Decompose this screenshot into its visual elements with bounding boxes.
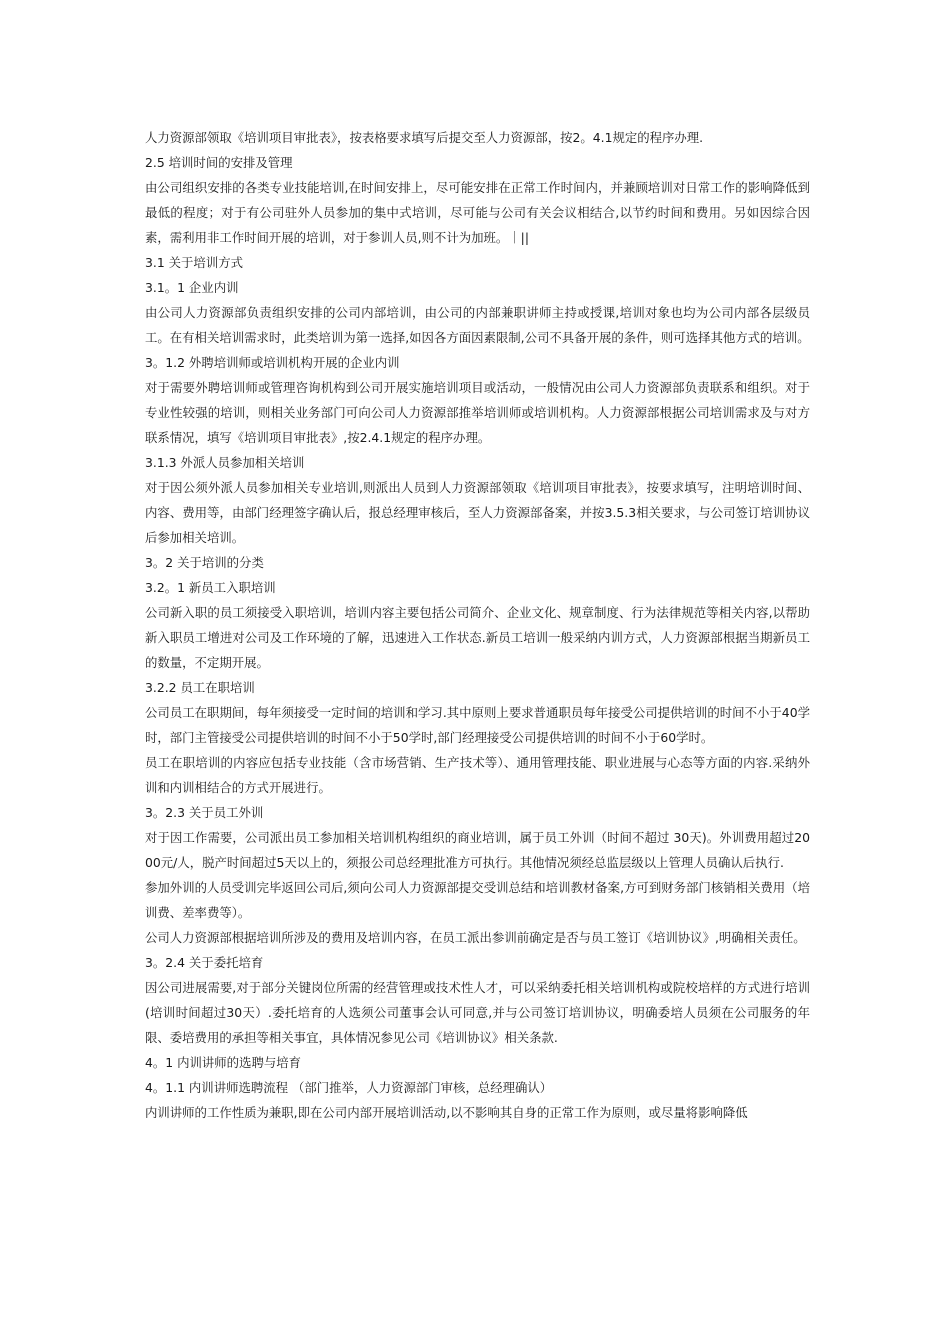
section-heading: 3.1。1 企业内训 bbox=[145, 280, 239, 295]
section-heading: 3.1.3 外派人员参加相关培训 bbox=[145, 455, 305, 470]
paragraph: 对于因工作需要，公司派出员工参加相关培训机构组织的商业培训，属于员工外训（时间不超过 30天)。外训费用超过2000元/人，脱产时间超过5天以上的，须报公司总经理批准方可执行。其他情况须经总监层级以上管理人员确认后执行. bbox=[145, 830, 810, 870]
paragraph: 公司新入职的员工须接受入职培训，培训内容主要包括公司简介、企业文化、规章制度、行为法律规范等相关内容,以帮助新入职员工增进对公司及工作环境的了解，迅速进入工作状态.新员工培训一般采纳内训方式，人力资源部根据当期新员工的数量，不定期开展。 bbox=[145, 605, 810, 670]
paragraph: 公司员工在职期间，每年须接受一定时间的培训和学习.其中原则上要求普通职员每年接受公司提供培训的时间不小于40学时，部门主管接受公司提供培训的时间不小于50学时,部门经理接受公司提供培训的时间不小于60学时。 bbox=[145, 705, 810, 745]
paragraph: 参加外训的人员受训完毕返回公司后,须向公司人力资源部提交受训总结和培训教材备案,方可到财务部门核销相关费用（培训费、差率费等）。 bbox=[145, 880, 810, 920]
section-heading: 3。2.4 关于委托培育 bbox=[145, 955, 264, 970]
paragraph: 人力资源部领取《培训项目审批表》，按表格要求填写后提交至人力资源部，按2。4.1规定的程序办理. bbox=[145, 130, 704, 145]
paragraph: 员工在职培训的内容应包括专业技能（含市场营销、生产技术等）、通用管理技能、职业进展与心态等方面的内容.采纳外训和内训相结合的方式开展进行。 bbox=[145, 755, 810, 795]
section-heading: 3.1 关于培训方式 bbox=[145, 255, 243, 270]
section-heading: 4。1 内训讲师的选聘与培育 bbox=[145, 1055, 302, 1070]
paragraph: 由公司人力资源部负责组织安排的公司内部培训，由公司的内部兼职讲师主持或授课,培训对象也均为公司内部各层级员工。在有相关培训需求时，此类培训为第一选择,如因各方面因素限制,公司不具备开展的条件，则可选择其他方式的培训。 bbox=[145, 305, 810, 345]
section-heading: 3。1.2 外聘培训师或培训机构开展的企业内训 bbox=[145, 355, 400, 370]
section-heading: 3.2。1 新员工入职培训 bbox=[145, 580, 276, 595]
section-heading: 3.2.2 员工在职培训 bbox=[145, 680, 255, 695]
paragraph: 对于需要外聘培训师或管理咨询机构到公司开展实施培训项目或活动，一般情况由公司人力资源部负责联系和组织。对于专业性较强的培训，则相关业务部门可向公司人力资源部推举培训师或培训机构。人力资源部根据公司培训需求及与对方联系情况，填写《培训项目审批表》,按2.4.1规定的程序办理。 bbox=[145, 380, 810, 445]
section-heading: 3。2 关于培训的分类 bbox=[145, 555, 264, 570]
paragraph: 由公司组织安排的各类专业技能培训,在时间安排上，尽可能安排在正常工作时间内，并兼顾培训对日常工作的影响降低到最低的程度；对于有公司驻外人员参加的集中式培训，尽可能与公司有关会议相结合,以节约时间和费用。另如因综合因素，需利用非工作时间开展的培训，对于参训人员,则不计为加班。｜|| bbox=[145, 180, 810, 245]
document-body bbox=[145, 125, 810, 1125]
paragraph: 公司人力资源部根据培训所涉及的费用及培训内容，在员工派出参训前确定是否与员工签订《培训协议》,明确相关责任。 bbox=[145, 930, 806, 945]
paragraph: 对于因公须外派人员参加相关专业培训,则派出人员到人力资源部领取《培训项目审批表》，按要求填写，注明培训时间、内容、费用等，由部门经理签字确认后，报总经理审核后，至人力资源部备案，并按3.5.3相关要求，与公司签订培训协议后参加相关培训。 bbox=[145, 480, 810, 545]
section-heading: 4。1.1 内训讲师选聘流程 （部门推举，人力资源部门审核，总经理确认） bbox=[145, 1080, 553, 1095]
section-heading: 3。2.3 关于员工外训 bbox=[145, 805, 264, 820]
paragraph: 内训讲师的工作性质为兼职,即在公司内部开展培训活动,以不影响其自身的正常工作为原则，或尽量将影响降低 bbox=[145, 1105, 748, 1120]
paragraph: 因公司进展需要,对于部分关键岗位所需的经营管理或技术性人才，可以采纳委托相关培训机构或院校培样的方式进行培训(培训时间超过30天）.委托培育的人选须公司董事会认可同意,并与公司签订培训协议，明确委培人员须在公司服务的年限、委培费用的承担等相关事宜，具体情况参见公司《培训协议》相关条款. bbox=[145, 980, 810, 1045]
section-heading: 2.5 培训时间的安排及管理 bbox=[145, 155, 293, 170]
